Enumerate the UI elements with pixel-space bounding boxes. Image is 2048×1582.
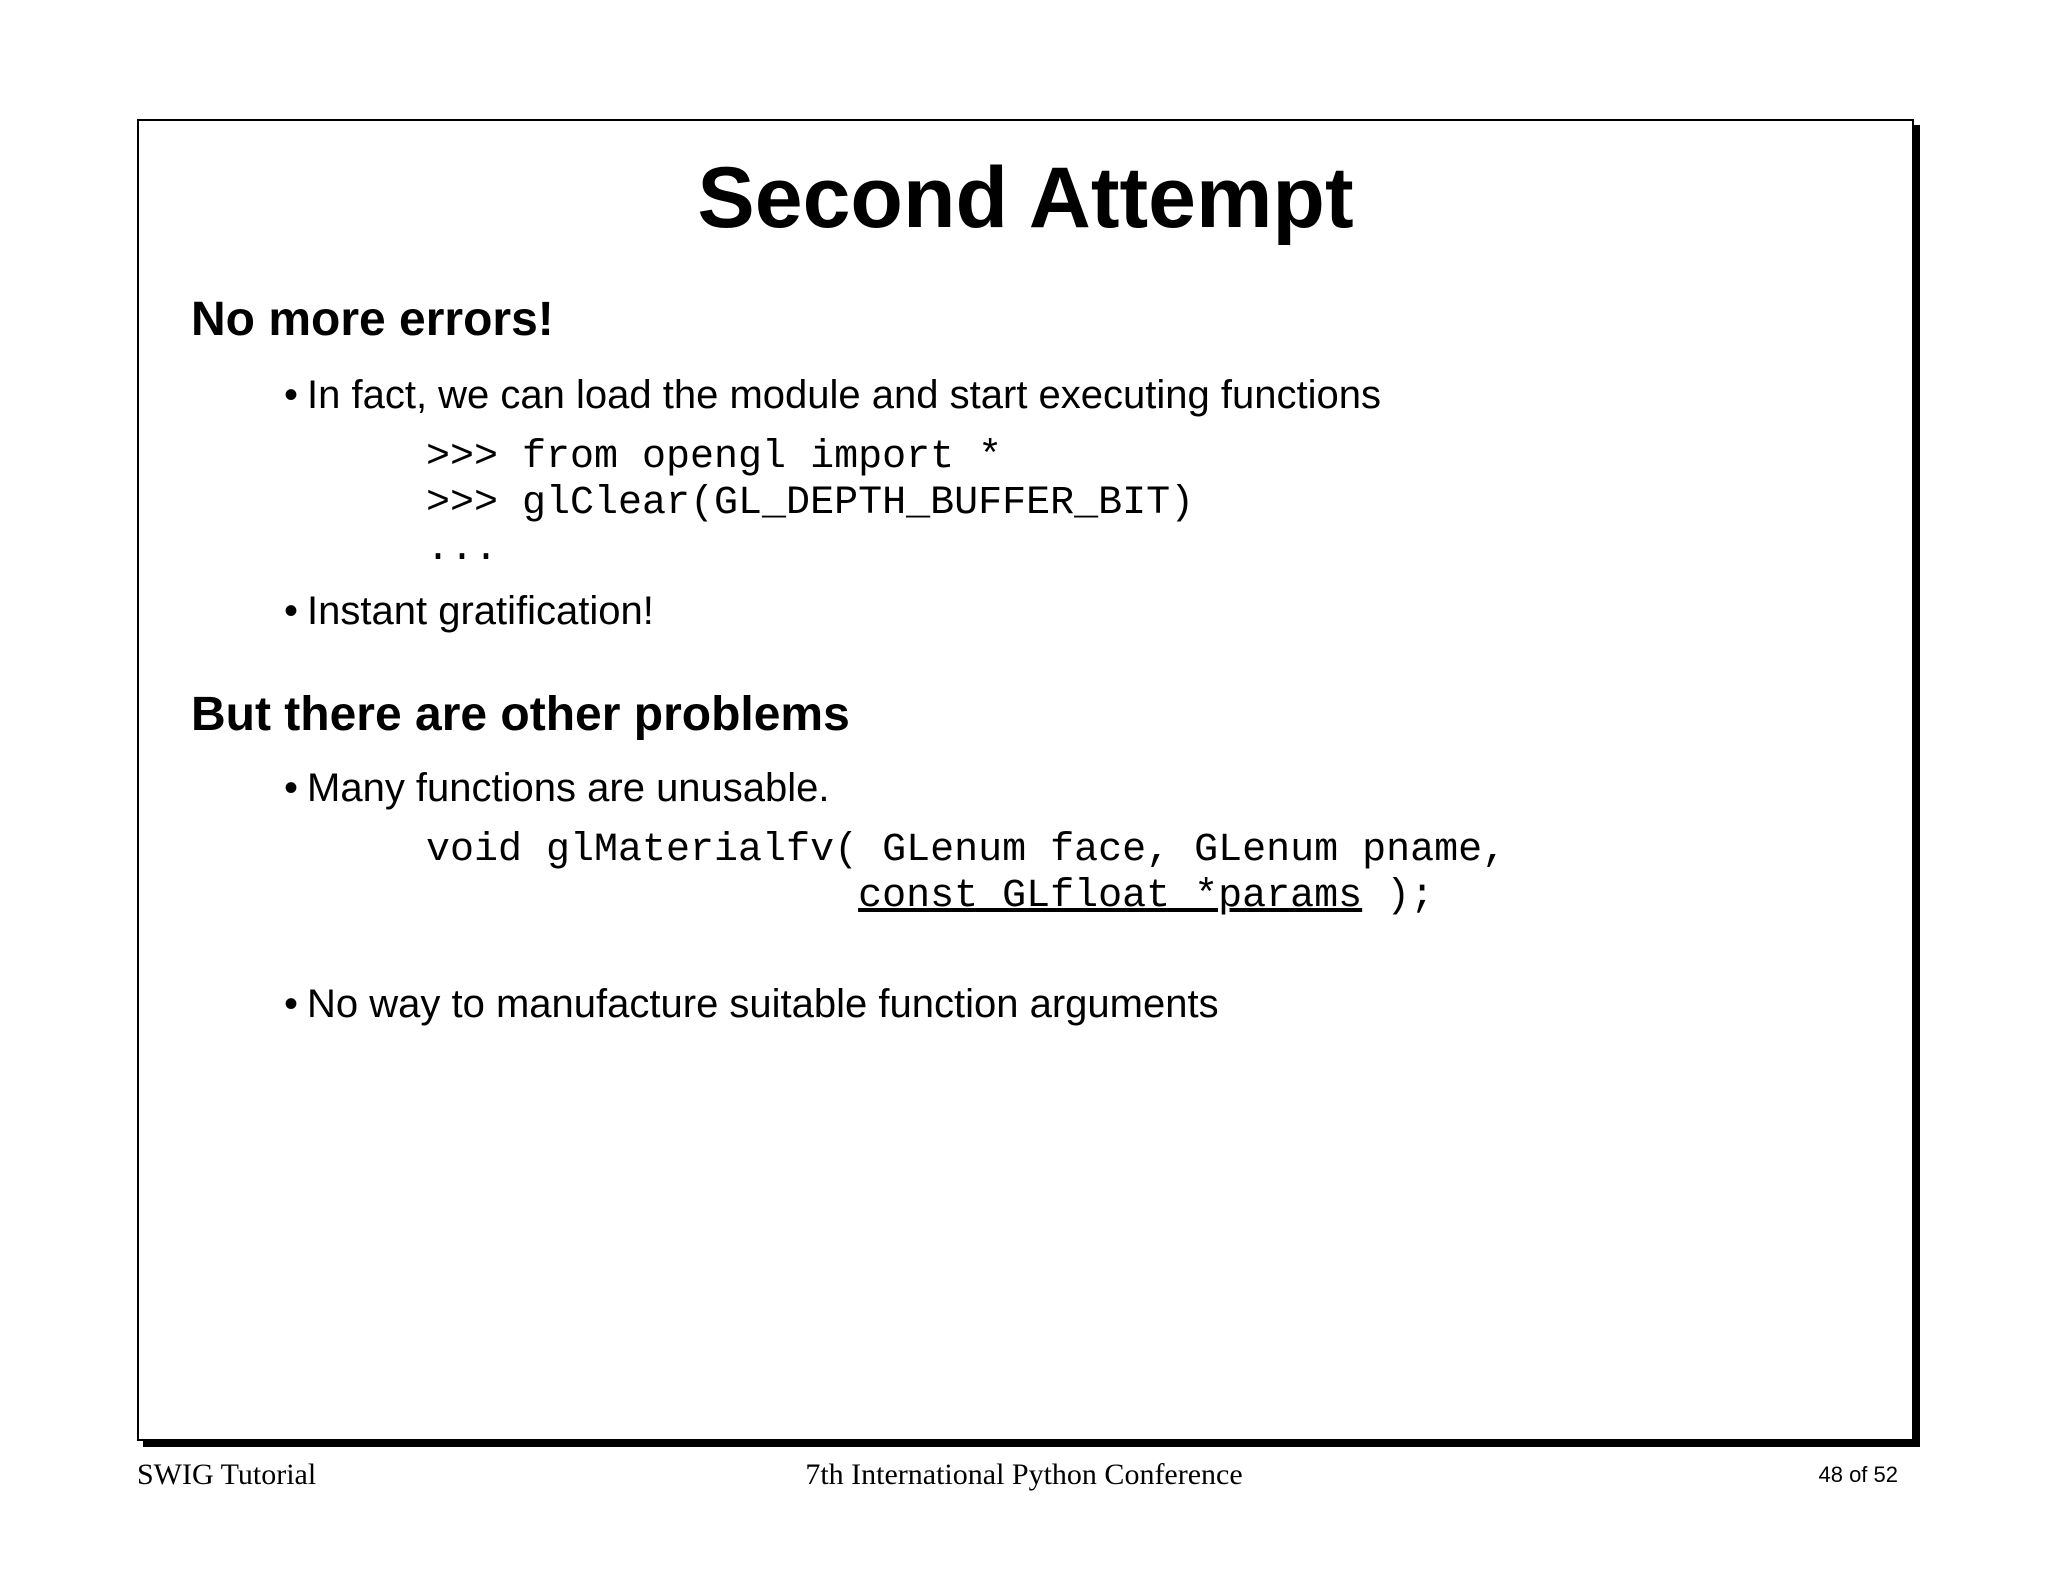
code-rest: ); bbox=[1362, 873, 1435, 919]
bullet-glyph: • bbox=[284, 588, 299, 633]
code-indent bbox=[426, 874, 858, 919]
bullet-item bbox=[191, 587, 1872, 635]
section-no-more-errors bbox=[191, 291, 1872, 635]
bullet-text: In fact, we can load the module and start executing functions bbox=[307, 372, 1381, 417]
bullet-text: Many functions are unusable. bbox=[307, 765, 830, 810]
bullet-item bbox=[191, 980, 1872, 1028]
code-block bbox=[191, 828, 1872, 920]
bullet-glyph: • bbox=[284, 372, 299, 417]
section-other-problems bbox=[191, 686, 1872, 1028]
page-number: 48 of 52 bbox=[1818, 1462, 1898, 1487]
code-block bbox=[191, 435, 1872, 573]
bullet-glyph: • bbox=[284, 765, 299, 810]
bullet-item bbox=[191, 764, 1872, 812]
code-underlined: const GLfloat *params bbox=[858, 873, 1363, 919]
slide-frame bbox=[137, 119, 1914, 1441]
code-line: >>> from opengl import * bbox=[426, 434, 1003, 480]
slide-title: Second Attempt bbox=[697, 150, 1354, 246]
code-line: >>> glClear(GL_DEPTH_BUFFER_BIT) bbox=[426, 480, 1195, 526]
code-line: void glMaterialfv( GLenum face, GLenum pname, bbox=[426, 827, 1507, 873]
bullet-item bbox=[191, 371, 1872, 419]
footer-center: 7th International Python Conference bbox=[805, 1458, 1243, 1491]
code-line: ... bbox=[426, 526, 499, 572]
section-heading: But there are other problems bbox=[191, 688, 850, 741]
bullet-text: Instant gratification! bbox=[307, 588, 654, 633]
section-heading: No more errors! bbox=[191, 293, 554, 346]
code-line bbox=[191, 874, 1872, 920]
bullet-glyph: • bbox=[284, 981, 299, 1026]
bullet-text: No way to manufacture suitable function arguments bbox=[307, 981, 1219, 1026]
footer-left: SWIG Tutorial bbox=[137, 1458, 317, 1491]
